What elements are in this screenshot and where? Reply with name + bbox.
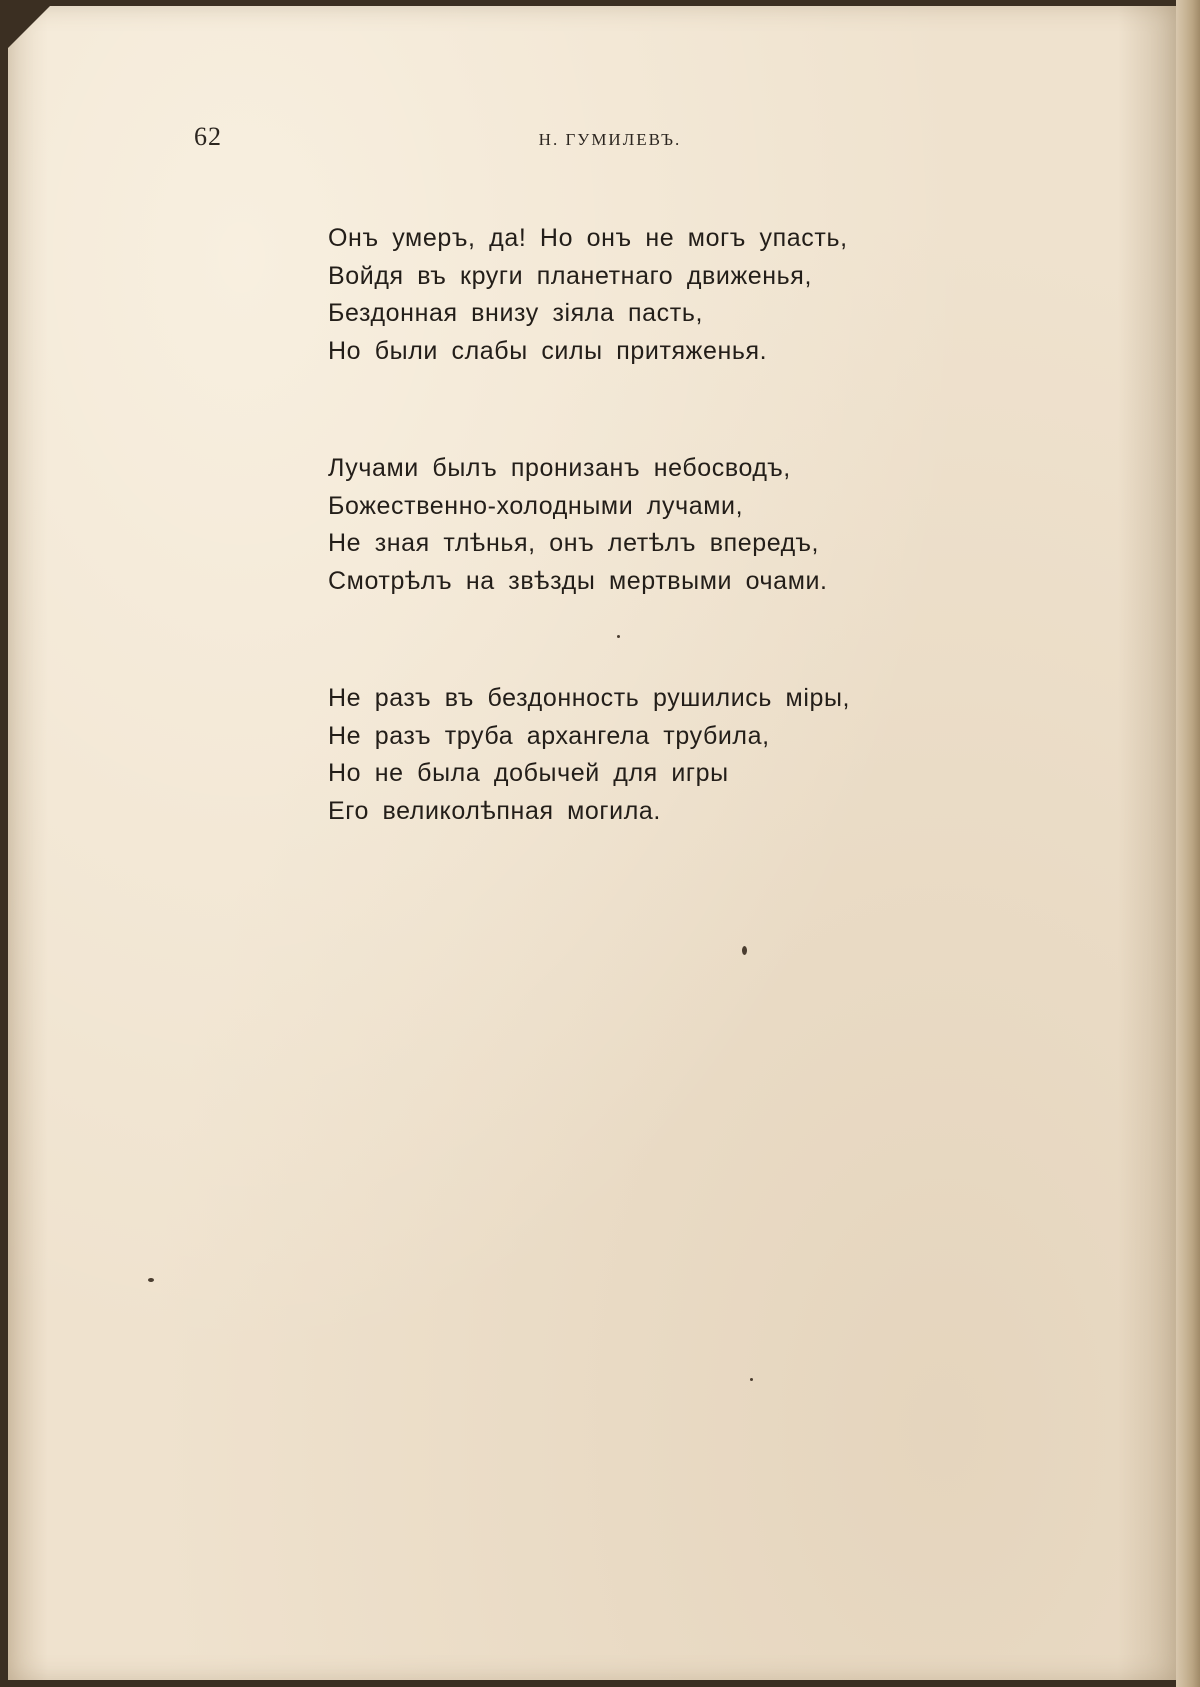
poem-line: Лучами былъ пронизанъ небосводъ, [328, 454, 791, 482]
poem-line: Смотрѣлъ на звѣзды мертвыми очами. [328, 566, 828, 595]
running-head: Н. ГУМИЛЕВЪ. [538, 130, 682, 149]
folded-corner [8, 6, 50, 48]
poem-line: Онъ умеръ, да! Но онъ не могъ упасть, [328, 224, 848, 252]
page-edge [1176, 0, 1200, 1687]
stanza-2 [328, 450, 928, 600]
poem-line: Но не была добычей для игры [328, 759, 729, 787]
poem-line: Божественно-холодными лучами, [328, 491, 744, 520]
poem-line: Не разъ въ бездонность рушились міры, [328, 684, 851, 712]
paper-speck [742, 946, 747, 955]
stanza-3 [328, 680, 928, 830]
poem-line: Но были слабы силы притяженья. [328, 336, 768, 365]
paper-speck [617, 635, 620, 638]
poem-line: Не зная тлѣнья, онъ летѣлъ впередъ, [328, 529, 820, 557]
page-number: 62 [194, 122, 222, 151]
poem-line: Его великолѣпная могила. [328, 796, 661, 825]
poem-line: Не разъ труба архангела трубила, [328, 721, 770, 750]
poem-line: Войдя въ круги планетнаго движенья, [328, 261, 812, 290]
paper-speck [148, 1278, 154, 1282]
paper-page [8, 6, 1176, 1680]
paper-speck [750, 1378, 753, 1381]
poem [328, 220, 928, 830]
poem-line: Бездонная внизу зіяла пасть, [328, 299, 703, 327]
stanza-1 [328, 220, 928, 370]
